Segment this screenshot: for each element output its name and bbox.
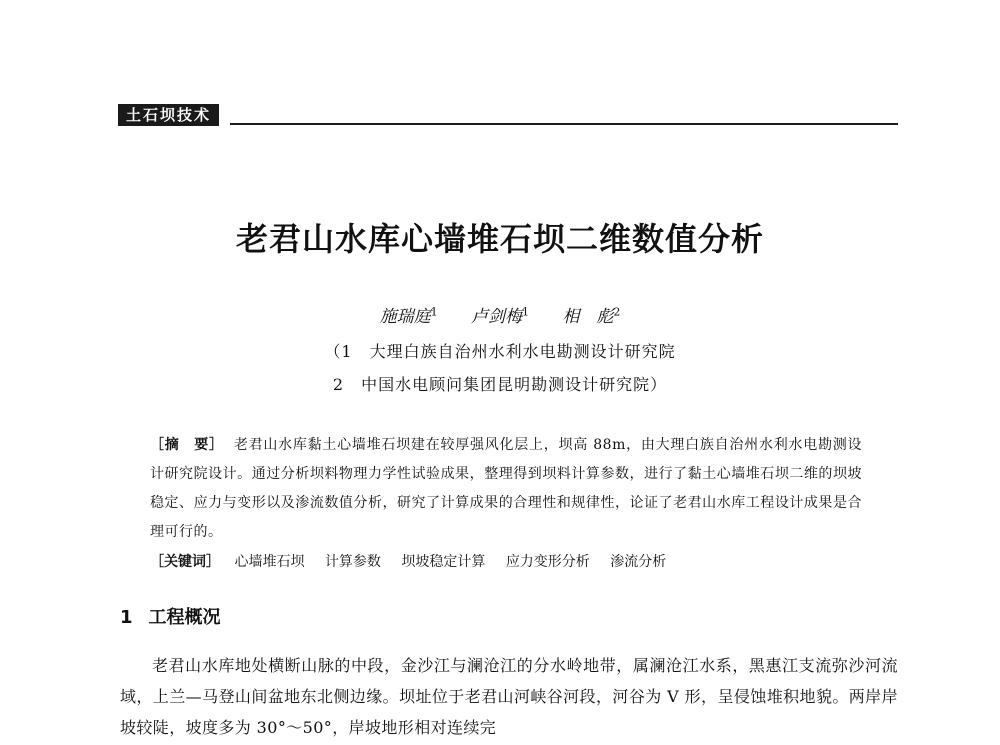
paper-title: 老君山水库心墙堆石坝二维数值分析: [235, 220, 764, 258]
author-affil-mark: 1: [522, 305, 529, 319]
abstract-text: 老君山水库黏土心墙堆石坝建在较厚强风化层上，坝高 88m，由大理白族自治州水利水电勘测设计研究院设计。通过分析坝料物理力学性试验成果，整理得到坝料计算参数，进行了黏土心墙堆石坝二维的坝坡稳定、应力与变形以及渗流数值分析，研究了计算成果的合理性和规律性，论证了老君山水库工程设计成果是合理可行的。: [150, 437, 863, 540]
keyword: 坝坡稳定计算: [401, 554, 486, 570]
keyword: 渗流分析: [610, 554, 667, 570]
header-rule: [230, 123, 898, 125]
abstract: [150, 431, 862, 547]
affiliation-1: （1 大理白族自治州水利水电勘测设计研究院: [324, 342, 676, 361]
abstract-label: ［摘 要］: [150, 437, 224, 453]
section-number: 1: [120, 607, 133, 628]
keywords-label: ［关键词］: [150, 554, 220, 570]
keywords: [150, 551, 862, 571]
body-paragraph: 老君山水库地处横断山脉的中段，金沙江与澜沧江的分水岭地带，属澜沧江水系，黑惠江支流弥沙河流域，上兰—马登山间盆地东北侧边缘。坝址位于老君山河峡谷河段，河谷为 V 形，呈侵蚀堆积地貌。两岸岸坡较陡，坡度多为 30°～50°，岸坡地形相对连续完: [120, 656, 898, 737]
section-title: 工程概况: [148, 607, 221, 628]
section-tag: 土石坝技术: [118, 104, 219, 126]
section-heading: [120, 603, 221, 629]
author-name: 施瑞庭: [379, 307, 431, 327]
author-affil-mark: 2: [613, 305, 621, 319]
author-list: [0, 302, 1000, 327]
author-name: 相 彪: [562, 307, 614, 327]
keyword: 应力变形分析: [505, 554, 590, 570]
author: [380, 307, 438, 327]
affiliation-2: 2 中国水电顾问集团昆明勘测设计研究院）: [332, 375, 668, 394]
author-affil-mark: 1: [430, 305, 438, 319]
keyword: 计算参数: [324, 554, 381, 570]
keyword: 心墙堆石坝: [234, 554, 305, 570]
author: [471, 307, 529, 327]
author: [562, 307, 620, 327]
author-name: 卢剑梅: [471, 307, 522, 327]
